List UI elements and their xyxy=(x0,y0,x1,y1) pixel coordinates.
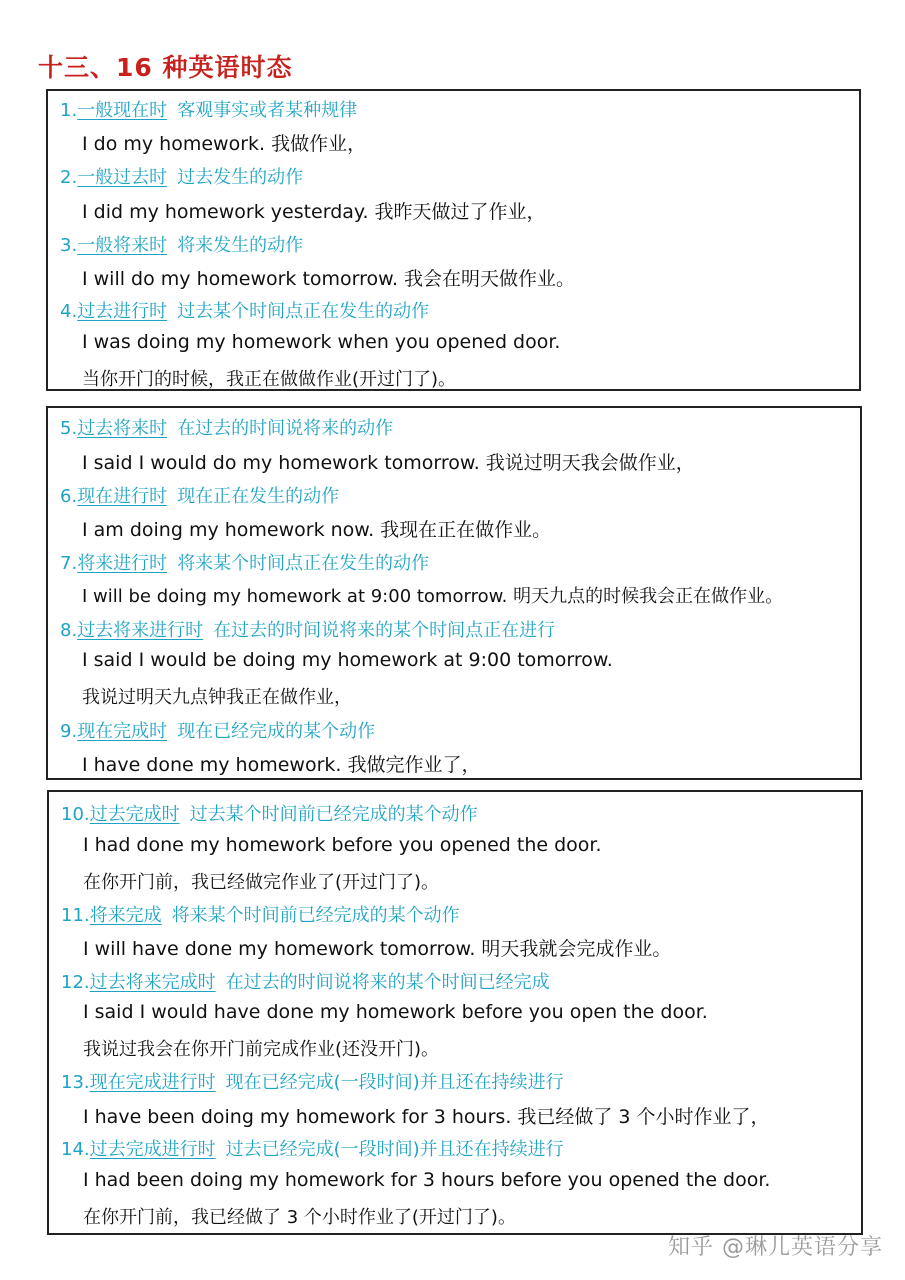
tense-heading: 11.将来完成 将来某个时间前已经完成的某个动作 xyxy=(61,905,460,926)
tense-heading: 7.将来进行时 将来某个时间点正在发生的动作 xyxy=(60,553,430,574)
example-sentence: I do my homework. 我做作业， xyxy=(82,133,367,155)
tense-heading: 5.过去将来时 在过去的时间说将来的动作 xyxy=(60,418,394,439)
example-sentence: I will do my homework tomorrow. 我会在明天做作业。 xyxy=(82,268,576,290)
example-sentence: I had done my homework before you opened the door. xyxy=(83,834,602,856)
tense-heading: 10.过去完成时 过去某个时间前已经完成的某个动作 xyxy=(61,804,478,825)
watermark-text: 知乎 @琳儿英语分享 xyxy=(668,1235,883,1260)
example-translation: 当你开门的时候，我正在做做作业(开过门了)。 xyxy=(82,369,457,390)
example-translation: 在你开门前，我已经做了 3 个小时作业了(开过门了)。 xyxy=(83,1207,516,1228)
tense-box-2 xyxy=(46,406,862,780)
example-translation: 我说过明天九点钟我正在做作业， xyxy=(82,687,352,708)
tense-heading: 12.过去将来完成时 在过去的时间说将来的某个时间已经完成 xyxy=(61,972,550,993)
example-sentence: I said I would do my homework tomorrow. 我说过明天我会做作业， xyxy=(82,452,695,474)
page-title: 十三、16 种英语时态 xyxy=(38,53,293,82)
example-sentence: I am doing my homework now. 我现在正在做作业。 xyxy=(82,519,552,541)
example-translation: 我说过我会在你开门前完成作业(还没开门)。 xyxy=(83,1039,440,1060)
tense-heading: 4.过去进行时 过去某个时间点正在发生的动作 xyxy=(60,301,430,322)
example-sentence: I said I would be doing my homework at 9:00 tomorrow. xyxy=(82,649,613,671)
example-sentence: I had been doing my homework for 3 hours before you opened the door. xyxy=(83,1169,771,1191)
example-sentence: I have been doing my homework for 3 hours. 我已经做了 3 个小时作业了， xyxy=(83,1106,770,1128)
tense-heading: 3.一般将来时 将来发生的动作 xyxy=(60,235,304,256)
tense-box-1 xyxy=(46,89,861,391)
tense-heading: 13.现在完成进行时 现在已经完成(一段时间)并且还在持续进行 xyxy=(61,1072,564,1093)
tense-heading: 14.过去完成进行时 过去已经完成(一段时间)并且还在持续进行 xyxy=(61,1139,564,1160)
tense-heading: 9.现在完成时 现在已经完成的某个动作 xyxy=(60,721,376,742)
example-sentence: I will have done my homework tomorrow. 明天我就会完成作业。 xyxy=(83,938,672,960)
example-sentence: I said I would have done my homework before you open the door. xyxy=(83,1001,708,1023)
tense-heading: 2.一般过去时 过去发生的动作 xyxy=(60,167,304,188)
tense-heading: 8.过去将来进行时 在过去的时间说将来的某个时间点正在进行 xyxy=(60,620,556,641)
tense-heading: 6.现在进行时 现在正在发生的动作 xyxy=(60,486,340,507)
tense-box-3 xyxy=(47,790,863,1235)
example-sentence: I was doing my homework when you opened door. xyxy=(82,331,561,353)
tense-heading: 1.一般现在时 客观事实或者某种规律 xyxy=(60,100,358,121)
example-sentence: I have done my homework. 我做完作业了， xyxy=(82,754,481,776)
example-sentence: I will be doing my homework at 9:00 tomorrow. 明天九点的时候我会正在做作业。 xyxy=(82,586,784,607)
example-sentence: I did my homework yesterday. 我昨天做过了作业， xyxy=(82,201,546,223)
example-translation: 在你开门前，我已经做完作业了(开过门了)。 xyxy=(83,872,440,893)
